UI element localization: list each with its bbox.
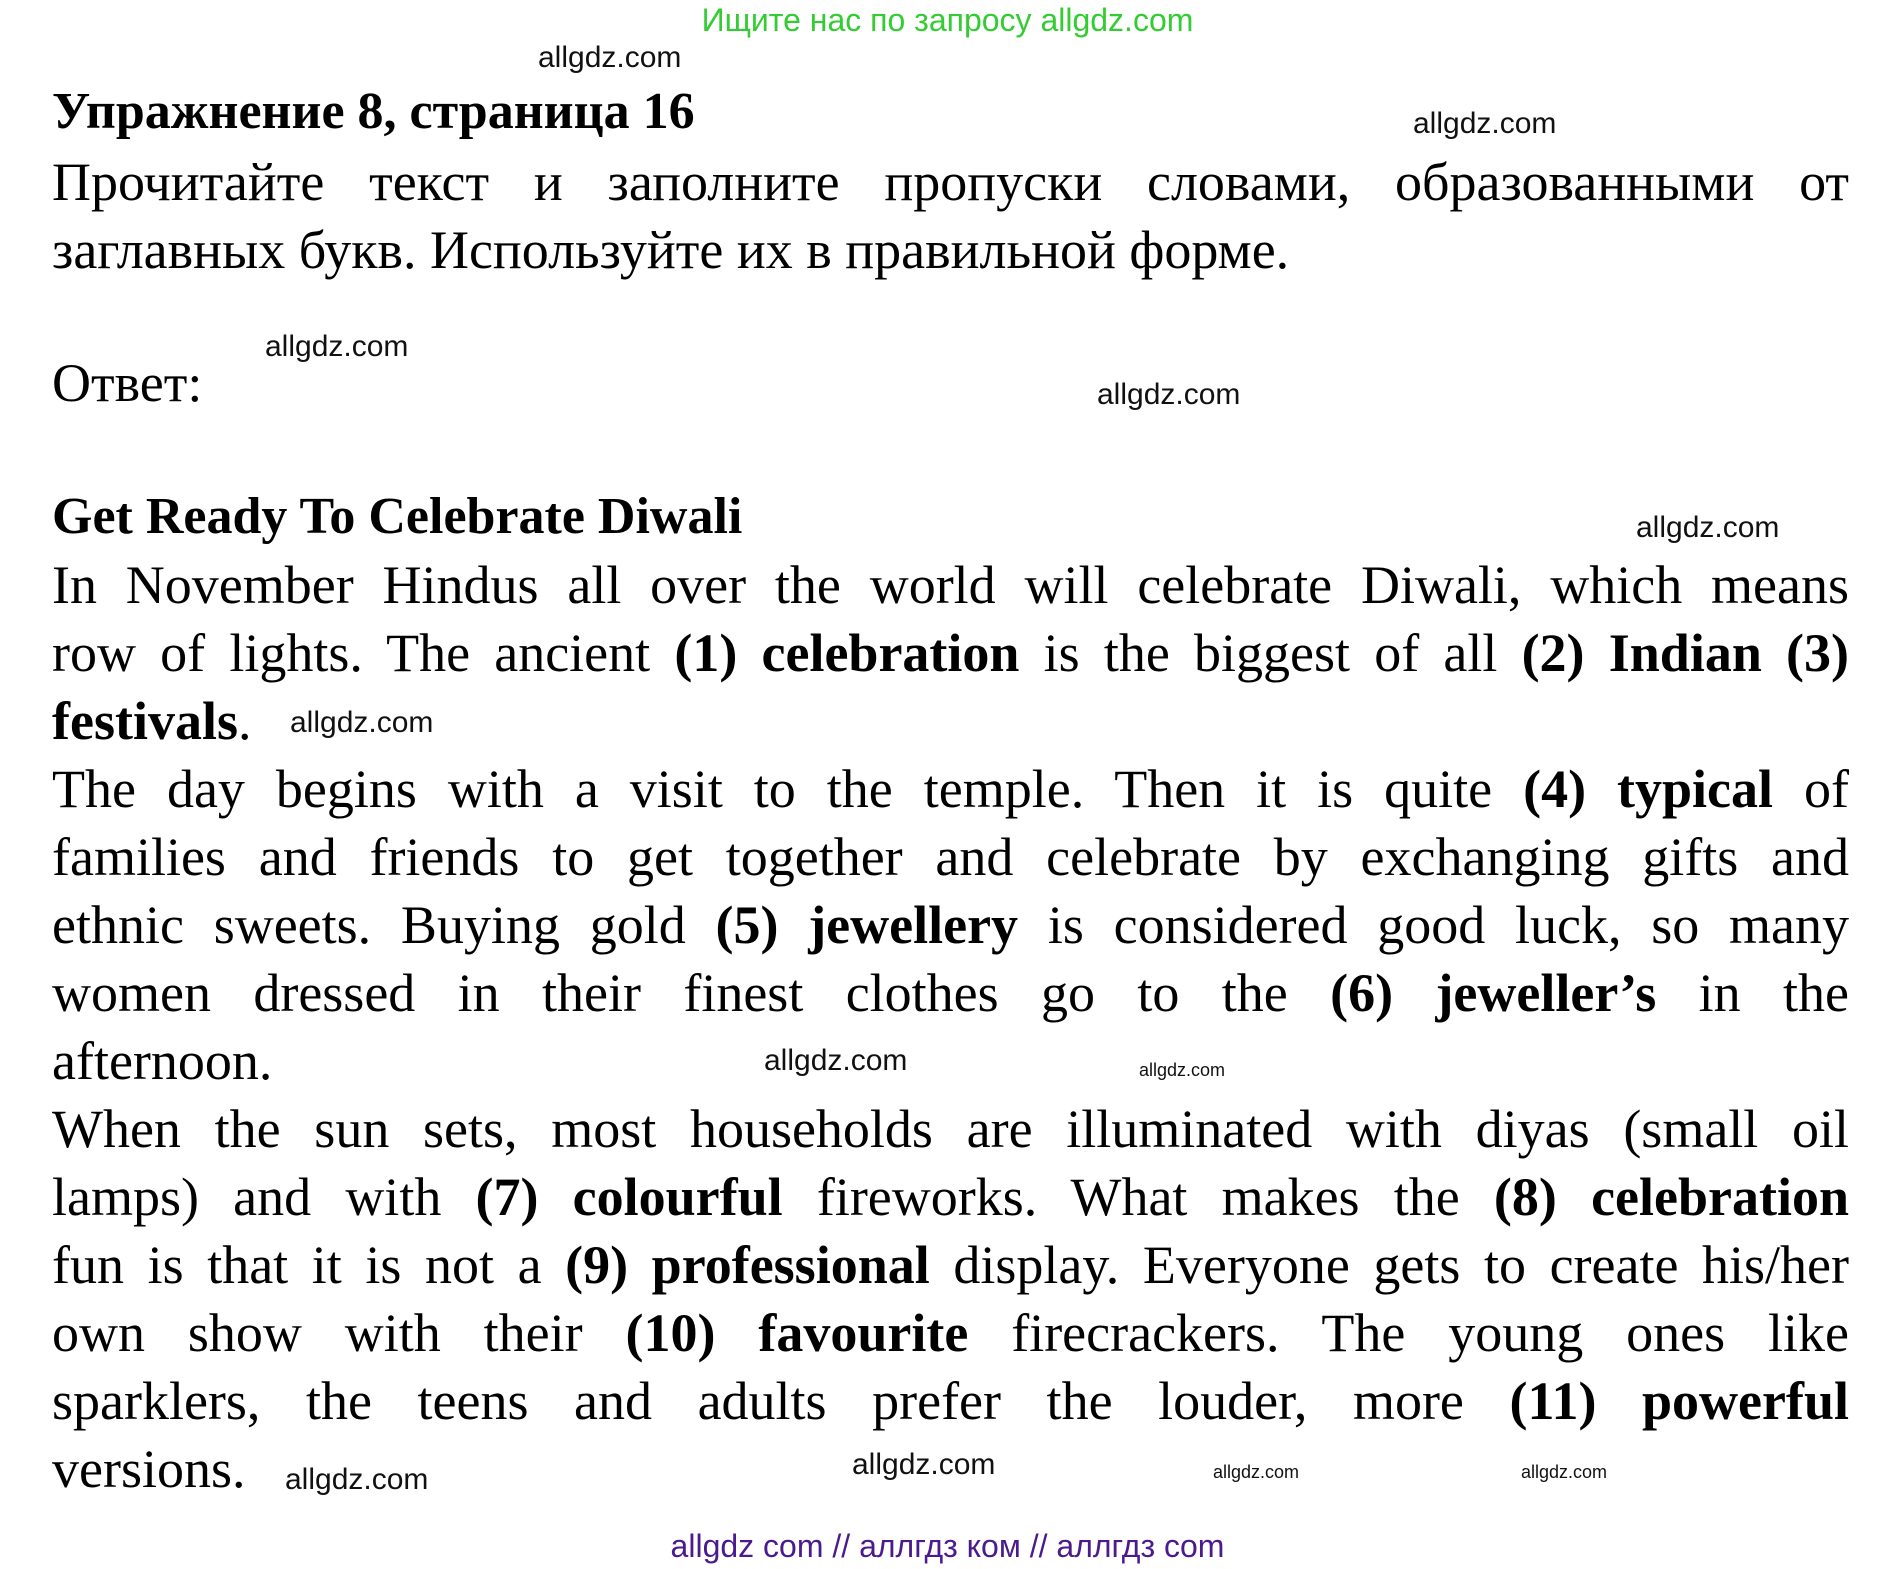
text-segment: fun is that it is not a (52, 1235, 566, 1295)
text-segment: In November Hindus all over the world will celebrate Diwali, which means (52, 555, 1849, 615)
text-line (52, 891, 1849, 959)
text-line (52, 551, 1849, 619)
text-line (52, 687, 251, 755)
text-segment: in the (1656, 963, 1849, 1023)
answer-word: (8) celebration (1493, 1167, 1849, 1227)
text-line (52, 959, 1849, 1027)
footer-links[interactable]: allgdz com // аллгдз ком // аллгдз com (670, 1528, 1225, 1564)
text-segment: . (237, 691, 252, 751)
text-segment: firecrackers. The young ones like (968, 1303, 1849, 1363)
text-title: Get Ready To Celebrate Diwali (52, 488, 743, 545)
text-line (52, 1367, 1849, 1435)
text-segment: women dressed in their finest clothes go to the (52, 963, 1331, 1023)
watermark: allgdz.com (1213, 1462, 1300, 1482)
watermark: allgdz.com (538, 41, 682, 74)
answer-word: (10) favourite (625, 1303, 969, 1363)
answer-word: (9) professional (565, 1235, 930, 1295)
answer-word: festivals (52, 691, 238, 751)
text-line (52, 1435, 245, 1503)
text-segment: The day begins with a visit to the temple. Then it is quite (52, 759, 1524, 819)
watermark: allgdz.com (1097, 378, 1241, 411)
text-segment: ethnic sweets. Buying gold (52, 895, 716, 955)
watermark: allgdz.com (764, 1044, 908, 1077)
watermark: allgdz.com (1636, 511, 1780, 544)
text-segment: row of lights. The ancient (52, 623, 675, 683)
exercise-title: Упражнение 8, страница 16 (52, 83, 695, 140)
text-segment: sparklers, the teens and adults prefer the louder, more (52, 1371, 1510, 1431)
text-segment: lamps) and with (52, 1167, 476, 1227)
watermark: allgdz.com (1521, 1462, 1608, 1482)
text-line (52, 755, 1849, 823)
text-line (52, 1095, 1849, 1163)
text-segment: families and friends to get together and celebrate by exchanging gifts and (52, 827, 1849, 887)
answer-word: (1) celebration (674, 623, 1020, 683)
answer-word: (4) typical (1523, 759, 1774, 819)
instruction-line: заглавных букв. Используйте их в правильной форме. (52, 220, 1290, 280)
text-segment: afternoon. (52, 1031, 273, 1091)
text-line (52, 823, 1849, 891)
watermark: allgdz.com (285, 1463, 429, 1496)
watermark: allgdz.com (290, 706, 434, 739)
text-line (52, 619, 1849, 687)
text-line (52, 1231, 1849, 1299)
text-segment: of (1773, 759, 1849, 819)
text-segment: own show with their (52, 1303, 626, 1363)
answer-word: (5) jewellery (715, 895, 1019, 955)
answer-word: (11) powerful (1509, 1371, 1849, 1431)
answer-word: (6) jeweller’s (1330, 963, 1657, 1023)
search-banner[interactable]: Ищите нас по запросу allgdz.com (701, 2, 1194, 38)
answer-word: (2) Indian (3) (1521, 623, 1850, 683)
text-segment: is considered good luck, so many (1018, 895, 1849, 955)
answer-word: (7) colourful (475, 1167, 783, 1227)
text-segment: fireworks. What makes the (782, 1167, 1494, 1227)
text-line (52, 1163, 1849, 1231)
text-line (52, 1027, 272, 1095)
text-line (52, 1299, 1849, 1367)
watermark: allgdz.com (1413, 107, 1557, 140)
watermark: allgdz.com (265, 330, 409, 363)
answer-label: Ответ: (52, 353, 203, 413)
text-segment: versions. (52, 1439, 246, 1499)
text-segment: display. Everyone gets to create his/her (929, 1235, 1849, 1295)
watermark: allgdz.com (1139, 1060, 1226, 1080)
text-segment: When the sun sets, most households are illuminated with diyas (small oil (52, 1099, 1849, 1159)
instruction-line: Прочитайте текст и заполните пропуски словами, образованными от (52, 152, 1849, 212)
watermark: allgdz.com (852, 1448, 996, 1481)
text-segment: is the biggest of all (1019, 623, 1522, 683)
